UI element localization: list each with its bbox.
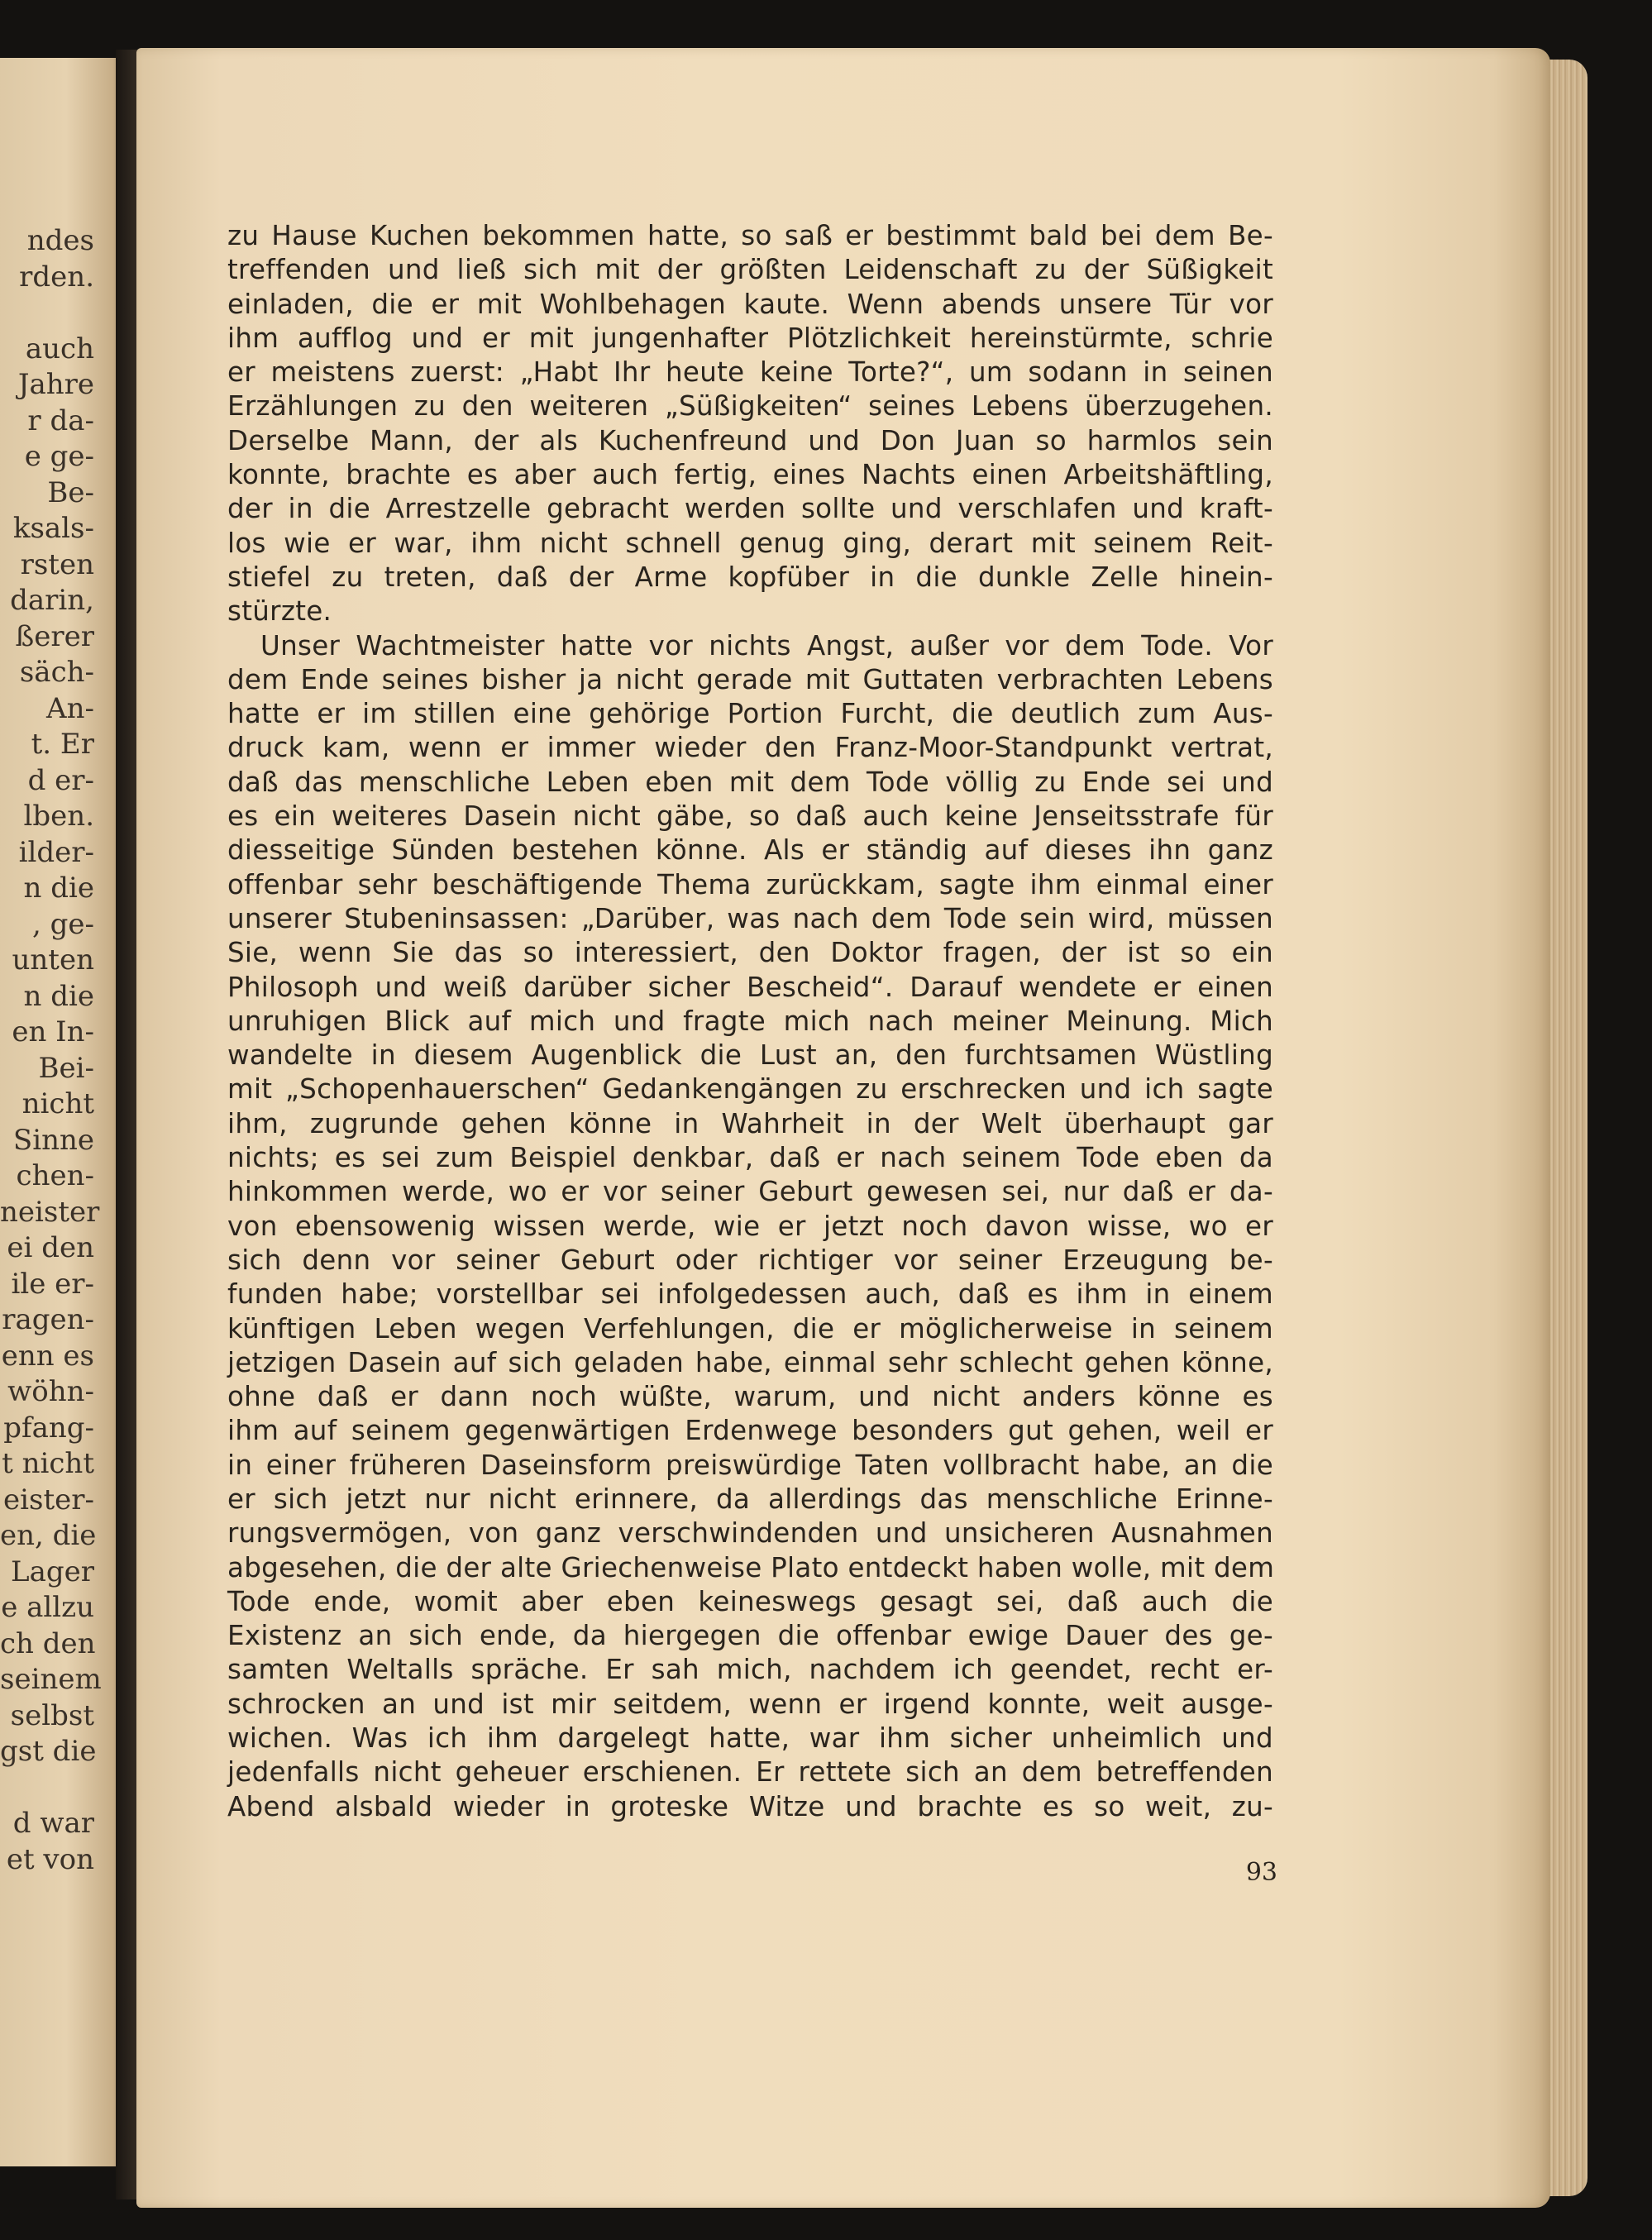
body-text xyxy=(227,219,1273,1824)
page-number: 93 xyxy=(1245,1858,1277,1887)
facing-page-fragment: eister- xyxy=(3,1483,94,1516)
text-line: schrocken an und ist mir seitdem, wenn er irgend konnte, weit ausge- xyxy=(227,1688,1273,1720)
facing-page-fragment: Jahre xyxy=(17,368,94,401)
text-line: Derselbe Mann, der als Kuchenfreund und Don Juan so harmlos sein xyxy=(227,424,1273,456)
facing-page-fragment: pfang- xyxy=(3,1411,94,1445)
facing-page-fragment: et von xyxy=(6,1842,94,1876)
text-line: Abend alsbald wieder in groteske Witze und brachte es so weit, zu- xyxy=(227,1790,1273,1822)
text-line: samten Weltalls spräche. Er sah mich, nachdem ich geendet, recht er- xyxy=(227,1654,1273,1686)
facing-page-fragment: gst die xyxy=(0,1735,97,1768)
text-line: Erzählungen zu den weiteren „Süßigkeiten“ seines Lebens überzugehen. xyxy=(227,390,1273,423)
text-line: künftigen Leben wegen Verfehlungen, die er möglicherweise in seinem xyxy=(227,1312,1273,1344)
facing-page-fragment: , ge- xyxy=(32,907,94,941)
text-line: in einer früheren Daseinsform preiswürdige Taten vollbracht habe, an die xyxy=(227,1449,1273,1481)
facing-page-fragment: selbst xyxy=(10,1698,94,1732)
text-line: stiefel zu treten, daß der Arme kopfüber in die dunkle Zelle hinein- xyxy=(227,561,1273,593)
text-line: Tode ende, womit aber eben keineswegs gesagt sei, daß auch die xyxy=(227,1585,1273,1617)
facing-page-fragment: ei den xyxy=(7,1231,94,1264)
text-line: treffenden und ließ sich mit der größten Leidenschaft zu der Süßigkeit xyxy=(227,254,1273,286)
facing-page-fragment: chen- xyxy=(16,1159,94,1192)
facing-page-fragment: r da- xyxy=(27,404,94,437)
text-line: rungsvermögen, von ganz verschwindenden und unsicheren Ausnahmen xyxy=(227,1517,1273,1550)
facing-page-fragment: neister xyxy=(0,1195,100,1229)
facing-page-fragment: ilder- xyxy=(18,835,94,869)
text-line: jetzigen Dasein auf sich geladen habe, einmal sehr schlecht gehen könne, xyxy=(227,1346,1273,1378)
text-line: hatte er im stillen eine gehörige Portion Furcht, die deutlich zum Aus- xyxy=(227,698,1273,730)
text-line: er meistens zuerst: „Habt Ihr heute keine Torte?“, um sodann in seinen xyxy=(227,356,1273,389)
text-line: ihm aufflog und er mit jungenhafter Plötzlichkeit hereinstürmte, schrie xyxy=(227,322,1273,354)
text-line: daß das menschliche Leben eben mit dem Tode völlig zu Ende sei und xyxy=(227,766,1273,798)
text-line: unruhigen Blick auf mich und fragte mich nach meiner Meinung. Mich xyxy=(227,1005,1273,1037)
facing-page-fragment: e allzu xyxy=(1,1591,94,1624)
facing-page-fragment: An- xyxy=(46,691,94,725)
text-line: zu Hause Kuchen bekommen hatte, so saß er bestimmt bald bei dem Be- xyxy=(227,220,1273,251)
text-line: wandelte in diesem Augenblick die Lust an, den furchtsamen Wüstling xyxy=(227,1039,1273,1072)
text-line: er sich jetzt nur nicht erinnere, da allerdings das menschliche Erinne- xyxy=(227,1483,1273,1515)
text-line: Philosoph und weiß darüber sicher Bescheid“. Darauf wendete er einen xyxy=(227,971,1273,1003)
facing-page-fragment: ile er- xyxy=(11,1267,94,1301)
text-line: es ein weiteres Dasein nicht gäbe, so daß auch keine Jenseitsstrafe für xyxy=(227,800,1273,833)
facing-page-fragment: en In- xyxy=(12,1015,94,1048)
facing-page-fragment: nicht xyxy=(21,1087,94,1120)
facing-page-fragment: ragen- xyxy=(2,1303,94,1336)
text-line: druck kam, wenn er immer wieder den Franz-Moor-Standpunkt vertrat, xyxy=(227,732,1273,764)
text-line: Existenz an sich ende, da hiergegen die offenbar ewige Dauer des ge- xyxy=(227,1620,1273,1652)
text-line: abgesehen, die der alte Griechenweise Plato entdeckt haben wolle, mit dem xyxy=(227,1551,1275,1583)
facing-page-fragment: lben. xyxy=(23,800,94,833)
text-line: funden habe; vorstellbar sei infolgedessen auch, daß es ihm in einem xyxy=(227,1278,1273,1311)
text-line: Unser Wachtmeister hatte vor nichts Angst, außer vor dem Tode. Vor xyxy=(260,629,1273,661)
text-line: diesseitige Sünden bestehen könne. Als er ständig auf dieses ihn ganz xyxy=(227,834,1273,867)
text-line: stürzte. xyxy=(227,595,332,628)
text-line: unserer Stubeninsassen: „Darüber, was nach dem Tode sein wird, müssen xyxy=(227,902,1273,934)
text-line: der in die Arrestzelle gebracht werden sollte und verschlafen und kraft- xyxy=(227,493,1273,525)
facing-page-fragment: enn es xyxy=(1,1339,94,1373)
facing-page-fragment: n die xyxy=(23,979,94,1013)
facing-page-fragment: seinem xyxy=(0,1663,102,1696)
facing-page-fragment: d war xyxy=(12,1807,94,1840)
text-line: jedenfalls nicht geheuer erschienen. Er rettete sich an dem betreffenden xyxy=(227,1756,1273,1789)
facing-page-fragment: ndes xyxy=(26,224,94,257)
facing-page-fragment: Lager xyxy=(11,1555,94,1588)
facing-page-fragment: unten xyxy=(12,943,94,977)
facing-page-fragment: rden. xyxy=(19,260,94,294)
facing-page-fragment xyxy=(0,295,99,332)
facing-page-fragment: rsten xyxy=(20,547,94,581)
text-line: konnte, brachte es aber auch fertig, eines Nachts einen Arbeitshäftling, xyxy=(227,459,1273,491)
facing-page-fragment: t. Er xyxy=(31,728,94,761)
text-line: los wie er war, ihm nicht schnell genug ging, derart mit seinem Reit- xyxy=(227,527,1273,559)
text-line: einladen, die er mit Wohlbehagen kaute. Wenn abends unsere Tür vor xyxy=(227,288,1273,320)
facing-page-fragment: Sinne xyxy=(12,1123,94,1157)
facing-page-fragment: ch den xyxy=(0,1626,96,1660)
text-line: ihm auf seinem gegenwärtigen Erdenwege besonders gut gehen, weil er xyxy=(227,1415,1273,1447)
text-line: hinkommen werde, wo er vor seiner Geburt gewesen sei, nur daß er da- xyxy=(227,1176,1273,1208)
text-line: ohne daß er dann noch wüßte, warum, und nicht anders könne es xyxy=(227,1381,1273,1413)
text-line: Sie, wenn Sie das so interessiert, den Doktor fragen, der ist so ein xyxy=(227,937,1273,969)
facing-page-fragment: säch- xyxy=(19,656,94,689)
facing-page-fragment: en, die xyxy=(0,1519,97,1552)
facing-page-fragment: ksals- xyxy=(12,512,94,545)
text-line: mit „Schopenhauerschen“ Gedankengängen zu erschrecken und ich sagte xyxy=(227,1073,1273,1106)
facing-page-fragment: auch xyxy=(25,332,94,365)
text-line: nichts; es sei zum Beispiel denkbar, daß er nach seinem Tode eben da xyxy=(227,1142,1273,1174)
facing-page-fragment: d er- xyxy=(27,763,94,797)
text-line: offenbar sehr beschäftigende Thema zurückkam, sagte ihm einmal einer xyxy=(227,868,1273,900)
text-line: ihm, zugrunde gehen könne in Wahrheit in der Welt überhaupt gar xyxy=(227,1107,1273,1139)
facing-page-text xyxy=(0,223,102,1878)
text-line: sich denn vor seiner Geburt oder richtiger vor seiner Erzeugung be- xyxy=(227,1244,1273,1276)
facing-page xyxy=(0,58,132,2166)
text-line: dem Ende seines bisher ja nicht gerade mit Guttaten verbrachten Lebens xyxy=(227,663,1273,695)
text-line: von ebensowenig wissen werde, wie er jetzt noch davon wisse, wo er xyxy=(227,1210,1273,1242)
facing-page-fragment: wöhn- xyxy=(7,1375,94,1408)
facing-page-fragment: t nicht xyxy=(2,1447,94,1480)
facing-page-fragment: darin, xyxy=(10,584,94,617)
facing-page-fragment: n die xyxy=(23,872,94,905)
text-line: wichen. Was ich ihm dargelegt hatte, war ihm sicher unheimlich und xyxy=(227,1722,1273,1755)
facing-page-fragment: e ge- xyxy=(24,440,94,473)
facing-page-fragment xyxy=(0,1770,99,1807)
facing-page-fragment: ßerer xyxy=(15,619,94,653)
facing-page-fragment: Bei- xyxy=(38,1051,94,1085)
facing-page-fragment: Be- xyxy=(47,475,94,509)
